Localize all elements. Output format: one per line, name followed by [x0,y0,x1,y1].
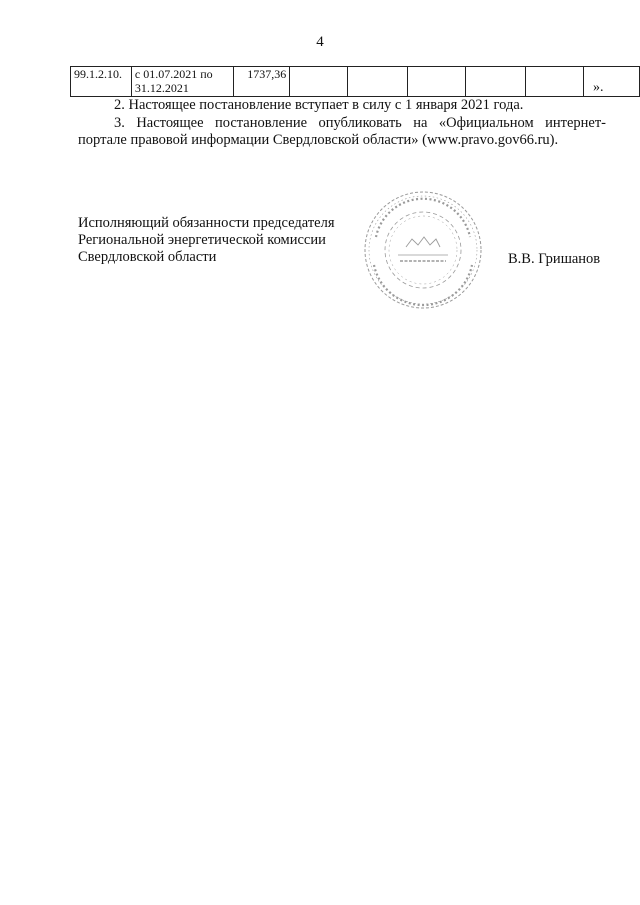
signatory-position-line: Исполняющий обязанности председателя [78,215,335,231]
empty-cell [408,67,466,97]
table-closing-quote: ». [593,80,604,95]
tariff-table [70,66,640,97]
empty-cell [466,67,526,97]
signatory-position-line: Региональной энергетической комиссии [78,232,326,248]
empty-cell [526,67,584,97]
signer-name: В.В. Гришанов [508,251,601,267]
official-seal-stamp [360,187,486,313]
tariff-value-cell: 1737,36 [233,67,290,97]
empty-cell [290,67,348,97]
empty-cell [583,67,639,97]
tariff-code-cell: 99.1.2.10. [71,67,132,97]
signatory-position [78,215,335,266]
period-start: с 01.07.2021 по [134,67,213,81]
period-end: 31.12.2021 [134,81,189,95]
signatory-position-line: Свердловской области [78,249,217,265]
empty-cell [348,67,408,97]
paragraph-publication: 3. Настоящее постановление опубликовать на «Официальном интернет-портале правовой информации Свердловской области» (www.pravo.gov66.ru). [78,115,606,148]
page-number: 4 [316,34,324,50]
table-row [71,67,640,97]
paragraph-effective-date: 2. Настоящее постановление вступает в силу с 1 января 2021 года. [114,97,524,113]
tariff-period-cell [131,67,233,97]
